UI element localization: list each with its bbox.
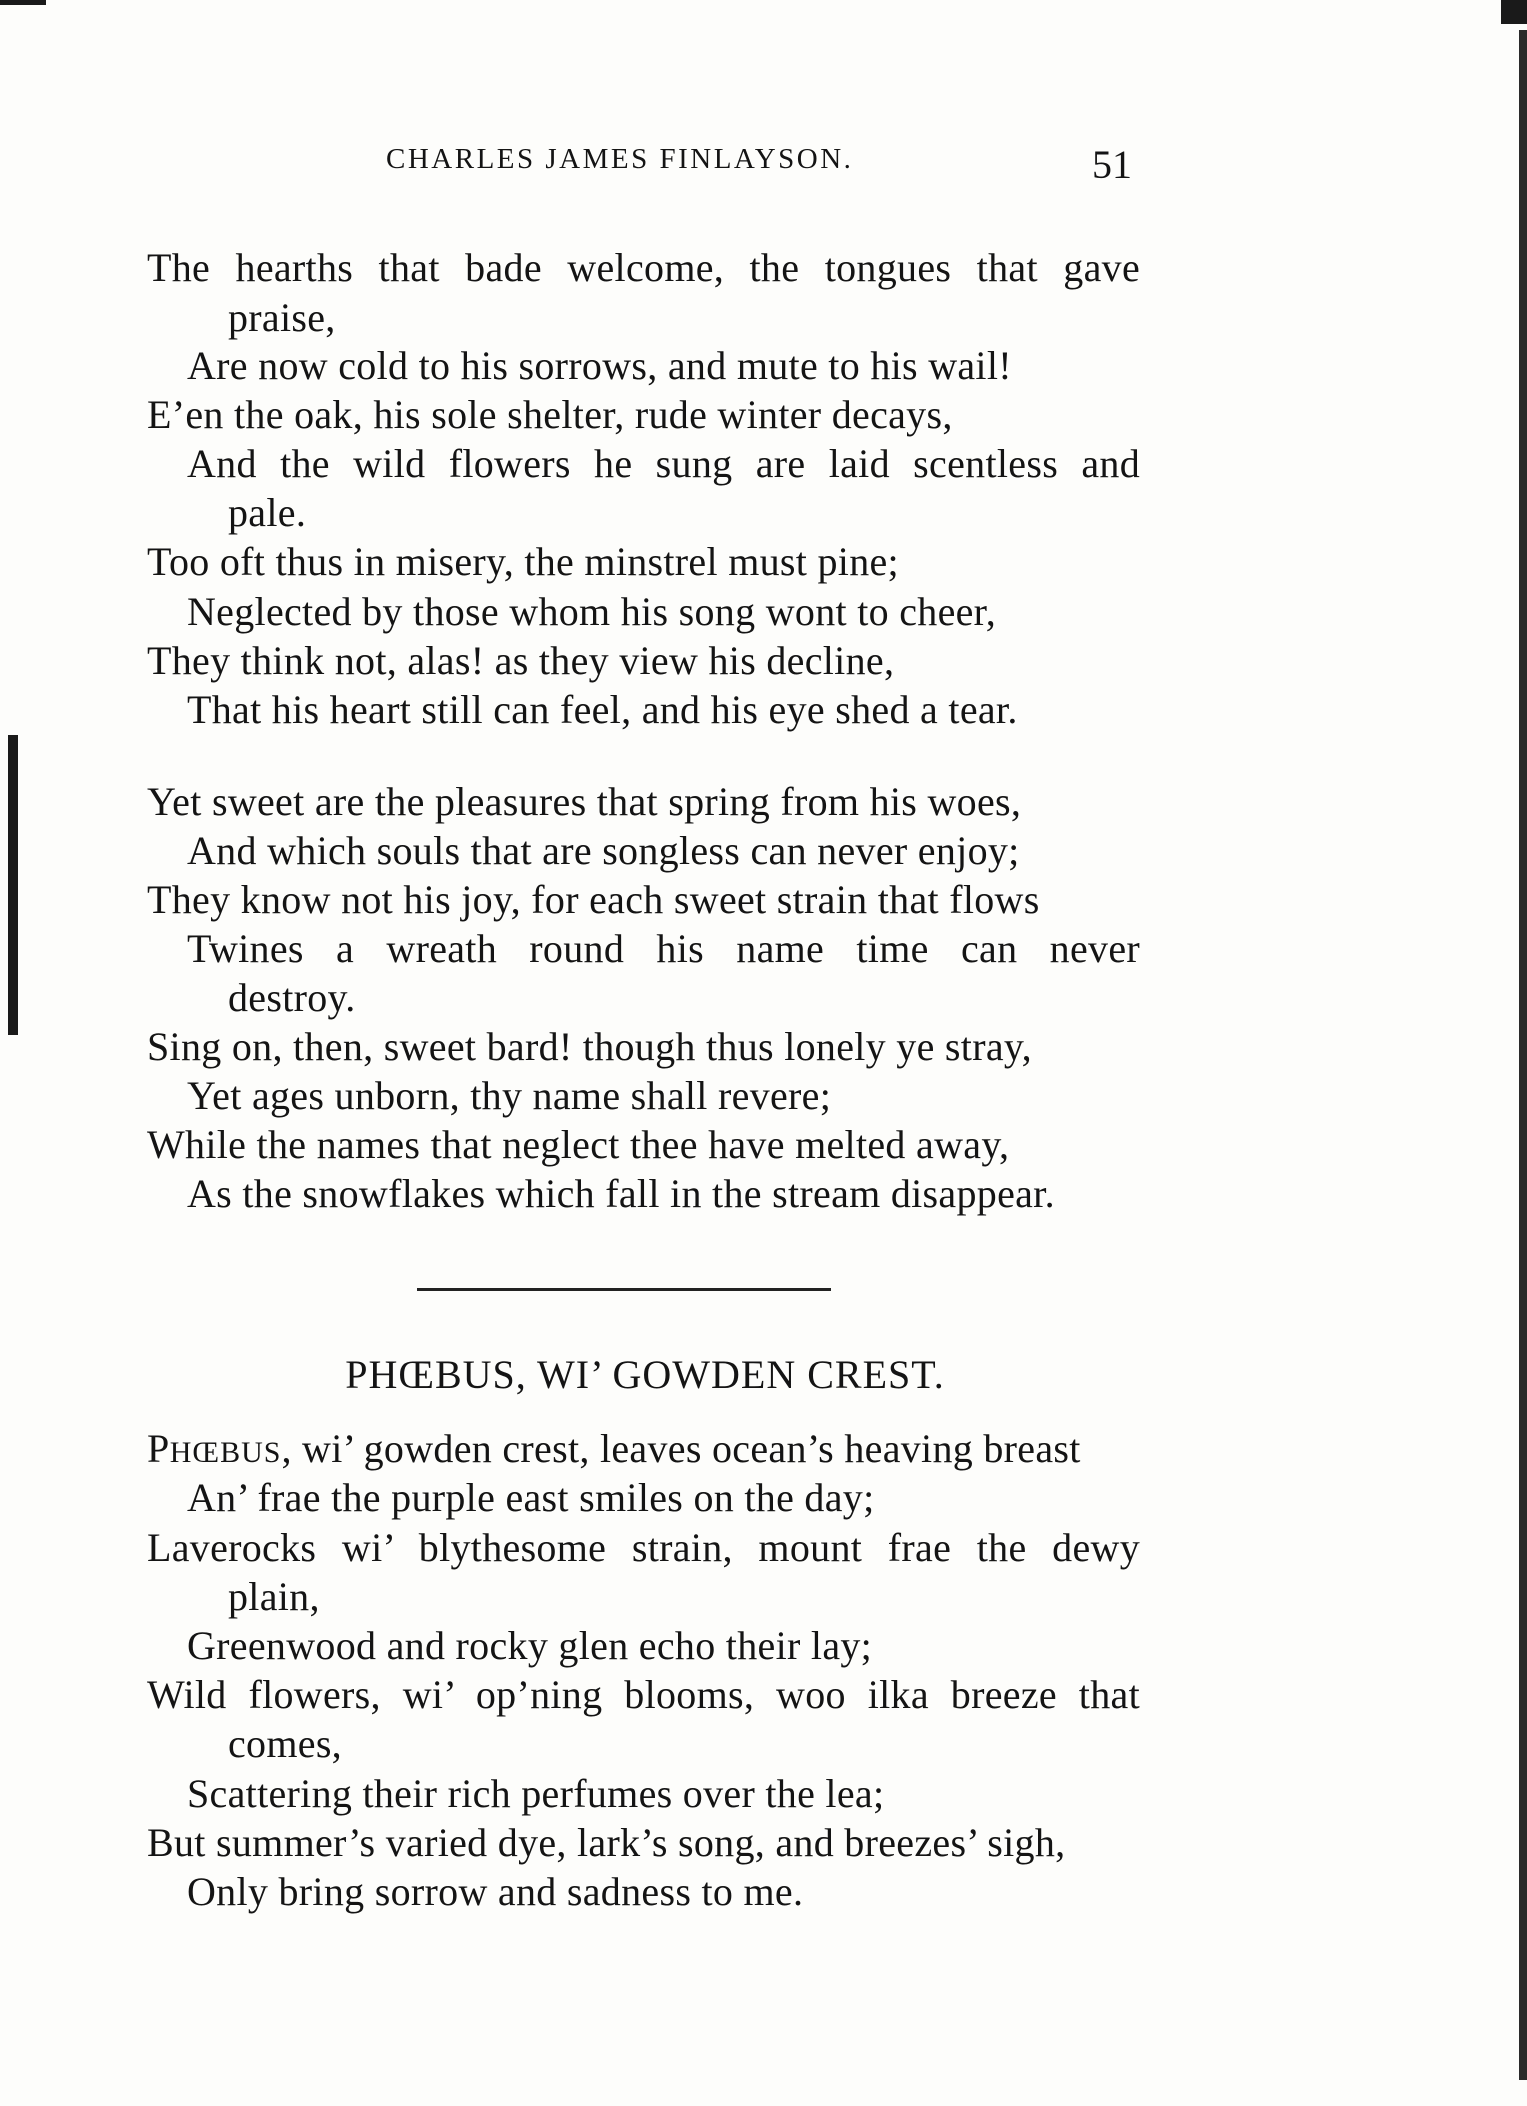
poem-line: Too oft thus in misery, the minstrel must pine; bbox=[147, 539, 899, 584]
poem-line: Greenwood and rocky glen echo their lay; bbox=[187, 1623, 873, 1668]
poem-line bbox=[0, 1425, 1527, 1477]
poem-line: While the names that neglect thee have melted away, bbox=[147, 1122, 1010, 1167]
scan-corner-mark-left bbox=[0, 0, 46, 5]
poem-line: Sing on, then, sweet bard! though thus lonely ye stray, bbox=[147, 1024, 1032, 1069]
section-divider bbox=[417, 1288, 831, 1291]
poem-line: pale. bbox=[228, 490, 307, 535]
poem-line: Yet sweet are the pleasures that spring from his woes, bbox=[147, 779, 1022, 824]
poem-line: Neglected by those whom his song wont to cheer, bbox=[187, 589, 997, 634]
poem-line: Laverocks wi’ blythesome strain, mount frae the dewy bbox=[147, 1525, 1140, 1570]
poem-line-text: , wi’ gowden crest, leaves ocean’s heaving breast bbox=[281, 1426, 1081, 1471]
scan-corner-mark-right bbox=[1501, 0, 1527, 24]
poem-line: The hearths that bade welcome, the tongues that gave bbox=[147, 245, 1140, 290]
poem-line: E’en the oak, his sole shelter, rude winter decays, bbox=[147, 392, 953, 437]
small-caps-word: HŒBUS bbox=[169, 1436, 282, 1469]
poem-line: comes, bbox=[228, 1721, 342, 1766]
poem-line: They think not, alas! as they view his decline, bbox=[147, 638, 895, 683]
poem-title: PHŒBUS, WI’ GOWDEN CREST. bbox=[345, 1352, 945, 1397]
poem-line: praise, bbox=[228, 295, 336, 340]
poem-line: plain, bbox=[228, 1574, 320, 1619]
poem-line: Scattering their rich perfumes over the lea; bbox=[187, 1771, 885, 1816]
poem-line: destroy. bbox=[228, 975, 356, 1020]
poem-line: Yet ages unborn, thy name shall revere; bbox=[187, 1073, 832, 1118]
poem-line: Are now cold to his sorrows, and mute to his wail! bbox=[187, 343, 1012, 388]
poem-line: Wild flowers, wi’ op’ning blooms, woo ilka breeze that bbox=[147, 1672, 1140, 1717]
poem-line: Only bring sorrow and sadness to me. bbox=[187, 1869, 804, 1914]
poem-line: Twines a wreath round his name time can never bbox=[187, 926, 1140, 971]
poem-line: And which souls that are songless can never enjoy; bbox=[187, 828, 1020, 873]
drop-initial: P bbox=[147, 1426, 170, 1471]
poem-line: As the snowflakes which fall in the stream disappear. bbox=[187, 1171, 1055, 1216]
poem-line: And the wild flowers he sung are laid scentless and bbox=[187, 441, 1140, 486]
running-head: CHARLES JAMES FINLAYSON. bbox=[386, 143, 854, 175]
poem-line: But summer’s varied dye, lark’s song, and breezes’ sigh, bbox=[147, 1820, 1066, 1865]
poem-line: That his heart still can feel, and his eye shed a tear. bbox=[187, 687, 1018, 732]
page-number: 51 bbox=[1092, 142, 1132, 187]
poem-line: An’ frae the purple east smiles on the day; bbox=[187, 1475, 875, 1520]
poem-line: They know not his joy, for each sweet strain that flows bbox=[147, 877, 1040, 922]
